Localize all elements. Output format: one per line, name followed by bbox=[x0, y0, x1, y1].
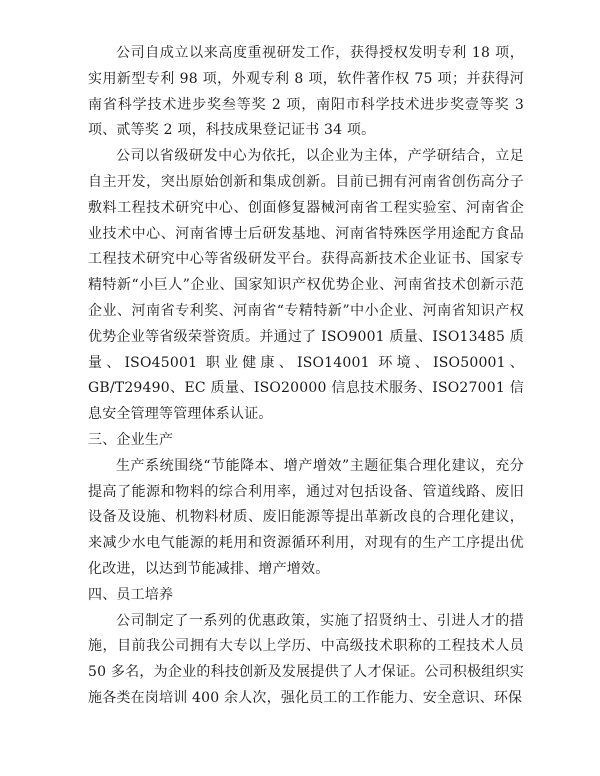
document-page bbox=[88, 41, 524, 712]
paragraph-rd-platforms: 公司以省级研发中心为依托，以企业为主体，产学研结合，立足自主开发，突出原始创新和集成创新。目前已拥有河南省创伤高分子敷料工程技术研究中心、创面修复器械河南省工程实验室、河南省企业技术中心、河南省博士后研发基地、河南省特殊医学用途配方食品工程技术研究中心等省级研发平台。获得高新技术企业证书、国家专精特新“小巨人”企业、国家知识产权优势企业、河南省技术创新示范企业、河南省专利奖、河南省“专精特新”中小企业、河南省知识产权优势企业等省级荣誉资质。并通过了 ISO9001 质量、ISO13485 质量、ISO45001 职业健康、ISO14001 环境、ISO50001、GB/T29490、EC 质量、ISO20000 信息技术服务、ISO27001 信息安全管理等管理体系认证。 bbox=[88, 148, 524, 423]
paragraph-production: 生产系统围绕“节能降本、增产增效”主题征集合理化建议，充分提高了能源和物料的综合利用率，通过对包括设备、管道线路、废旧设备及设施、机物料材质、废旧能源等提出革新改良的合理化建议，来减少水电气能源的耗用和资源循环利用，对现有的生产工序提出优化改进，以达到节能减排、增产增效。 bbox=[88, 457, 524, 577]
paragraph-rd-achievements: 公司自成立以来高度重视研发工作，获得授权发明专利 18 项，实用新型专利 98 项，外观专利 8 项，软件著作权 75 项；并获得河南省科学技术进步奖叁等奖 2 项，南阳市科学技术进步奖壹等奖 3 项、贰等奖 2 项，科技成果登记证书 34 项。 bbox=[88, 45, 524, 139]
section-heading-production: 三、企业生产 bbox=[88, 431, 174, 448]
section-heading-training: 四、员工培养 bbox=[88, 586, 174, 603]
paragraph-training: 公司制定了一系列的优惠政策，实施了招贤纳士、引进人才的措施，目前我公司拥有大专以上学历、中高级技术职称的工程技术人员 50 多名，为企业的科技创新及发展提供了人才保证。公司积极组织实施各类在岗培训 400 余人次，强化员工的工作能力、安全意识、环保 bbox=[88, 612, 524, 706]
